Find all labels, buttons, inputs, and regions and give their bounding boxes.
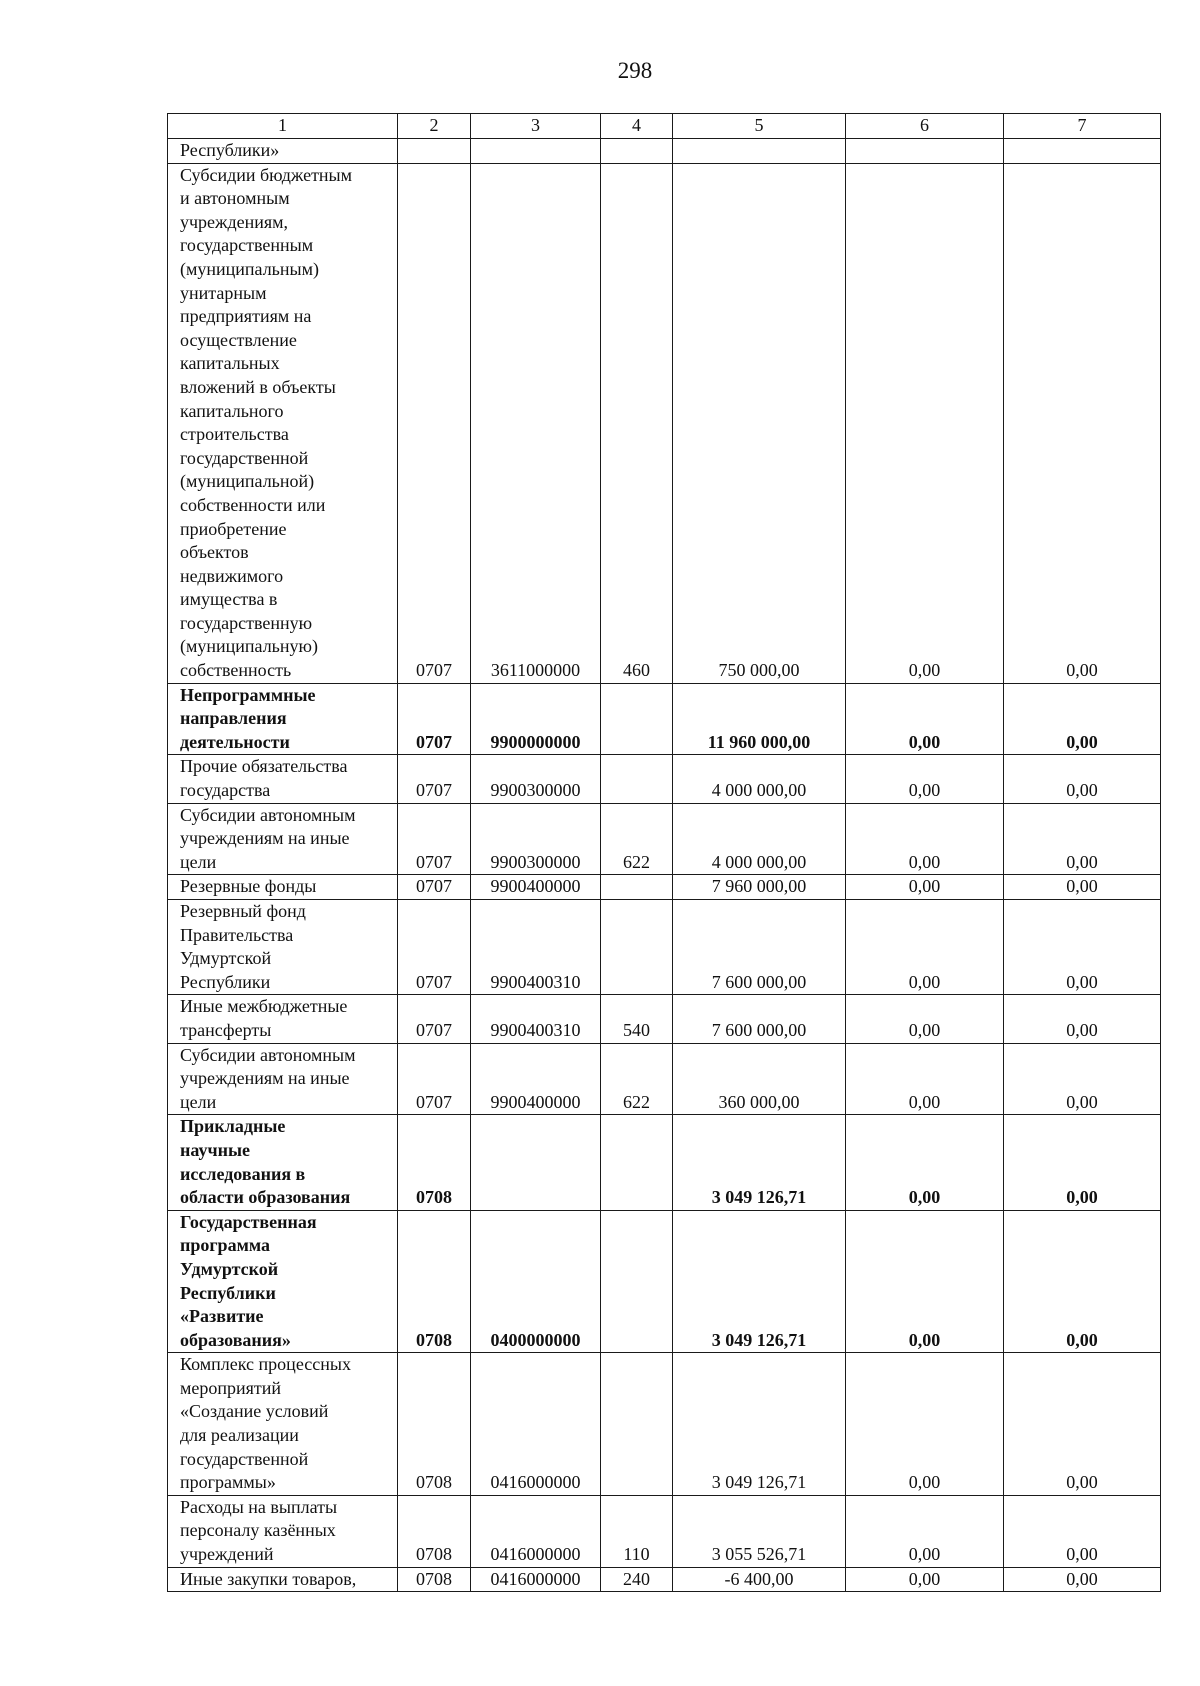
row-amount-col6-cell: 0,00 [846,1043,1004,1115]
table-row [168,163,1161,683]
row-target-code-cell: 0400000000 [471,1210,601,1353]
row-amount-col7-cell: 0,00 [1004,1353,1161,1496]
row-amount-col6-cell [846,139,1004,164]
row-amount-col6-cell: 0,00 [846,875,1004,900]
row-section-code-cell: 0707 [398,755,471,803]
header-cell-7: 7 [1004,114,1161,139]
row-amount-col6-cell: 0,00 [846,1495,1004,1567]
header-cell-1: 1 [168,114,398,139]
table-row [168,803,1161,875]
row-name-cell: Резервные фонды [168,875,398,900]
header-cell-3: 3 [471,114,601,139]
row-name-cell: Прикладные научные исследования в области образования [168,1115,398,1210]
row-section-code-cell: 0707 [398,995,471,1043]
row-amount-cell: 3 055 526,71 [673,1495,846,1567]
row-amount-col7-cell: 0,00 [1004,755,1161,803]
row-amount-col6-cell: 0,00 [846,995,1004,1043]
row-amount-cell: 750 000,00 [673,163,846,683]
row-expense-type-cell [601,683,673,755]
row-amount-col7-cell: 0,00 [1004,1115,1161,1210]
row-section-code-cell: 0707 [398,875,471,900]
row-amount-col6-cell: 0,00 [846,755,1004,803]
row-name-cell: Республики» [168,139,398,164]
budget-table [167,113,1161,1592]
row-name-cell: Резервный фонд Правительства Удмуртской Республики [168,900,398,995]
row-amount-col6-cell: 0,00 [846,1210,1004,1353]
row-target-code-cell: 0416000000 [471,1567,601,1592]
row-name-cell: Непрограммные направления деятельности [168,683,398,755]
row-amount-cell: 4 000 000,00 [673,803,846,875]
row-amount-col6-cell: 0,00 [846,1353,1004,1496]
row-amount-col7-cell: 0,00 [1004,1495,1161,1567]
row-target-code-cell: 9900400000 [471,1043,601,1115]
row-target-code-cell: 9900000000 [471,683,601,755]
row-amount-cell: 3 049 126,71 [673,1210,846,1353]
row-amount-col6-cell: 0,00 [846,803,1004,875]
table-row [168,995,1161,1043]
row-target-code-cell [471,139,601,164]
row-amount-cell: 7 600 000,00 [673,995,846,1043]
row-section-code-cell: 0708 [398,1210,471,1353]
table-row [168,1210,1161,1353]
row-name-cell: Субсидии автономным учреждениям на иные цели [168,803,398,875]
row-target-code-cell: 9900300000 [471,803,601,875]
row-expense-type-cell [601,1210,673,1353]
row-amount-col7-cell: 0,00 [1004,803,1161,875]
row-amount-cell: 360 000,00 [673,1043,846,1115]
row-expense-type-cell [601,139,673,164]
row-expense-type-cell [601,875,673,900]
row-amount-col7-cell: 0,00 [1004,875,1161,900]
row-target-code-cell [471,1115,601,1210]
row-name-cell: Субсидии автономным учреждениям на иные цели [168,1043,398,1115]
header-cell-2: 2 [398,114,471,139]
table-row [168,139,1161,164]
row-amount-col7-cell: 0,00 [1004,900,1161,995]
row-name-cell: Иные закупки товаров, [168,1567,398,1592]
row-amount-cell [673,139,846,164]
row-amount-col7-cell: 0,00 [1004,1043,1161,1115]
row-amount-col6-cell: 0,00 [846,683,1004,755]
row-amount-cell: 4 000 000,00 [673,755,846,803]
row-target-code-cell: 9900300000 [471,755,601,803]
row-section-code-cell: 0707 [398,163,471,683]
row-amount-col7-cell [1004,139,1161,164]
row-section-code-cell: 0708 [398,1567,471,1592]
row-expense-type-cell: 460 [601,163,673,683]
row-amount-cell: 11 960 000,00 [673,683,846,755]
row-section-code-cell: 0707 [398,803,471,875]
row-amount-col6-cell: 0,00 [846,1567,1004,1592]
table-header-row [168,114,1161,139]
row-amount-cell: -6 400,00 [673,1567,846,1592]
page-number: 298 [617,58,653,83]
row-amount-cell: 3 049 126,71 [673,1353,846,1496]
row-section-code-cell: 0707 [398,900,471,995]
row-expense-type-cell [601,1353,673,1496]
row-expense-type-cell: 622 [601,803,673,875]
row-section-code-cell: 0708 [398,1115,471,1210]
row-name-cell: Субсидии бюджетным и автономным учреждениям, государственным (муниципальным) унитарным предприятиям на осуществление капитальных вложений в объекты капитального строительства государственной (муниципальной) собственности или приобретение объектов недвижимого имущества в государственную (муниципальную) собственность [168,163,398,683]
table-row [168,1043,1161,1115]
row-section-code-cell [398,139,471,164]
table-row [168,875,1161,900]
table-row [168,1567,1161,1592]
row-name-cell: Расходы на выплаты персоналу казённых учреждений [168,1495,398,1567]
row-section-code-cell: 0708 [398,1353,471,1496]
row-target-code-cell: 0416000000 [471,1495,601,1567]
row-amount-col6-cell: 0,00 [846,163,1004,683]
table-row [168,1353,1161,1496]
row-expense-type-cell [601,755,673,803]
row-target-code-cell: 3611000000 [471,163,601,683]
row-amount-col6-cell: 0,00 [846,1115,1004,1210]
row-expense-type-cell: 240 [601,1567,673,1592]
row-name-cell: Иные межбюджетные трансферты [168,995,398,1043]
table-row [168,900,1161,995]
row-section-code-cell: 0707 [398,1043,471,1115]
row-amount-cell: 7 600 000,00 [673,900,846,995]
header-cell-5: 5 [673,114,846,139]
table-row [168,1115,1161,1210]
table-row [168,1495,1161,1567]
row-target-code-cell: 9900400310 [471,900,601,995]
row-amount-col7-cell: 0,00 [1004,1567,1161,1592]
row-name-cell: Комплекс процессных мероприятий «Создание условий для реализации государственной программы» [168,1353,398,1496]
header-cell-4: 4 [601,114,673,139]
row-amount-col6-cell: 0,00 [846,900,1004,995]
row-expense-type-cell [601,1115,673,1210]
row-expense-type-cell: 540 [601,995,673,1043]
row-amount-col7-cell: 0,00 [1004,1210,1161,1353]
row-name-cell: Государственная программа Удмуртской Республики «Развитие образования» [168,1210,398,1353]
row-target-code-cell: 9900400310 [471,995,601,1043]
row-amount-col7-cell: 0,00 [1004,163,1161,683]
header-cell-6: 6 [846,114,1004,139]
row-amount-cell: 7 960 000,00 [673,875,846,900]
row-target-code-cell: 9900400000 [471,875,601,900]
table-row [168,755,1161,803]
table-row [168,683,1161,755]
row-expense-type-cell: 622 [601,1043,673,1115]
budget-table-body [168,114,1161,1592]
row-expense-type-cell [601,900,673,995]
row-amount-col7-cell: 0,00 [1004,683,1161,755]
row-name-cell: Прочие обязательства государства [168,755,398,803]
row-section-code-cell: 0708 [398,1495,471,1567]
row-target-code-cell: 0416000000 [471,1353,601,1496]
row-section-code-cell: 0707 [398,683,471,755]
row-amount-col7-cell: 0,00 [1004,995,1161,1043]
row-amount-cell: 3 049 126,71 [673,1115,846,1210]
row-expense-type-cell: 110 [601,1495,673,1567]
